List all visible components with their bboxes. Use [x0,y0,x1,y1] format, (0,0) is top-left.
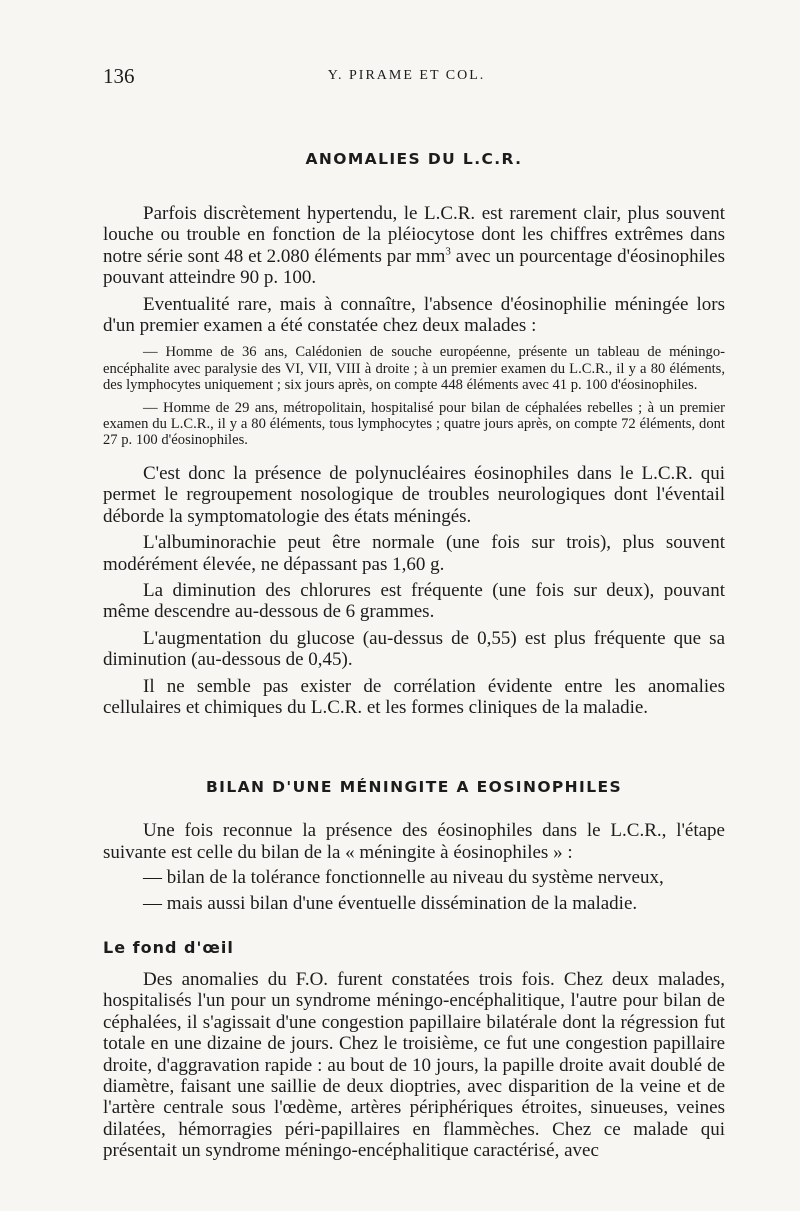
page-content [103,150,725,1162]
case-report: — Homme de 36 ans, Calédonien de souche européenne, présente un tableau de méningo-encéphalite avec paralysie des VI, VII, VIII à droite ; à un premier examen du L.C.R., il y a 80 éléments, des lymphocytes uniquement ; six jours après, on compte 448 éléments avec 41 p. 100 d'éosinophiles. [103,344,725,394]
subsection-heading-fond-oeil: Le fond d'œil [103,937,234,957]
running-title: Y. PIRAME ET COL. [327,68,486,83]
section-heading-bilan: BILAN D'UNE MÉNINGITE A EOSINOPHILES [205,778,623,797]
paragraph: Parfois discrètement hypertendu, le L.C.R. est rarement clair, plus souvent louche ou trouble en fonction de la pléiocytose dont les chiffres extrêmes dans notre série sont 48 et 2.080 éléments par $mm^3$ avec un pourcentage d'éosinophiles pouvant atteindre 90 p. 100. [103,203,725,289]
paragraph: La diminution des chlorures est fréquente (une fois sur deux), pouvant même descendre au-dessous de 6 grammes. [103,579,725,623]
paragraph: C'est donc la présence de polynucléaires éosinophiles dans le L.C.R. qui permet le regroupement nosologique de troubles neurologiques dont l'éventail déborde la symptomatologie des états méningés. [103,462,725,527]
case-report: — Homme de 29 ans, métropolitain, hospitalisé pour bilan de céphalées rebelles ; à un premier examen du L.C.R., il y a 80 éléments, tous lymphocytes ; quatre jours après, on compte 72 éléments, dont 27 p. 100 d'éosinophiles. [103,399,725,449]
paragraph: L'augmentation du glucose (au-dessus de 0,55) est plus fréquente que sa diminution (au-dessous de 0,45). [103,627,725,671]
page-number: 136 [103,64,135,88]
running-header [103,64,680,94]
paragraph: Eventualité rare, mais à connaître, l'absence d'éosinophilie méningée lors d'un premier examen a été constatée chez deux malades : [103,293,725,337]
list-item: — bilan de la tolérance fonctionnelle au niveau du système nerveux, [143,867,664,889]
list-item: — mais aussi bilan d'une éventuelle dissémination de la maladie. [143,892,638,914]
paragraph: Une fois reconnue la présence des éosinophiles dans le L.C.R., l'étape suivante est celle du bilan de la « méningite à éosinophiles » : [103,820,725,863]
paragraph: Des anomalies du F.O. furent constatées trois fois. Chez deux malades, hospitalisés l'un pour un syndrome méningo-encéphalitique, l'autre pour bilan de céphalées, il s'agissait d'une congestion papillaire bilatérale dont la régression fut totale en une dizaine de jours. Chez le troisième, ce fut une congestion papillaire droite, d'aggravation rapide : au bout de 10 jours, la papille droite avait doublé de diamètre, faisant une saillie de deux dioptries, avec disparition de la veine et de l'artère centrale sous l'œdème, artères périphériques étroites, sinueuses, veines dilatées, hémorragies péri-papillaires en flammèches. Chez ce malade qui présentait un syndrome méningo-encéphalitique caractérisé, avec [103,968,725,1162]
paragraph: L'albuminorachie peut être normale (une fois sur trois), plus souvent modérément élevée, ne dépassant pas 1,60 g. [103,532,725,575]
paragraph: Il ne semble pas exister de corrélation évidente entre les anomalies cellulaires et chimiques du L.C.R. et les formes cliniques de la maladie. [103,675,725,718]
section-heading-anomalies: ANOMALIES DU L.C.R. [305,150,523,168]
